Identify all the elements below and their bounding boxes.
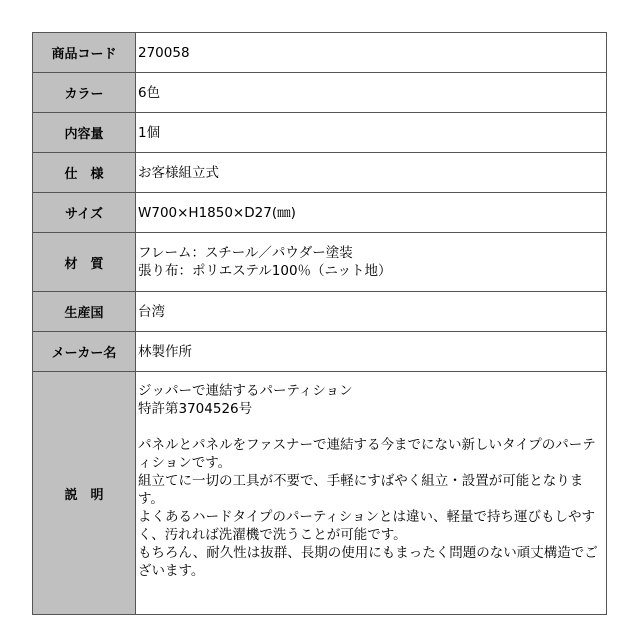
spec-value: お客様組立式: [136, 153, 607, 193]
spec-label: メーカー名: [33, 332, 136, 372]
spec-value: W700×H1850×D27(㎜): [136, 193, 607, 233]
spec-row-size: [33, 193, 607, 233]
spec-row-product-code: [33, 33, 607, 73]
spec-label: 材 質: [33, 233, 136, 292]
spec-value: フレーム：スチール／パウダー塗装 張り布：ポリエステル100％（ニット地）: [136, 233, 607, 292]
spec-label: 生産国: [33, 292, 136, 332]
spec-label: 仕 様: [33, 153, 136, 193]
spec-label: 内容量: [33, 113, 136, 153]
spec-value: 270058: [136, 33, 607, 73]
spec-row-material: [33, 233, 607, 292]
product-spec-table: [32, 32, 607, 615]
spec-value: 林製作所: [136, 332, 607, 372]
spec-row-country: [33, 292, 607, 332]
spec-row-quantity: [33, 113, 607, 153]
spec-value: 1個: [136, 113, 607, 153]
spec-row-description: [33, 372, 607, 615]
spec-value: ジッパーで連結するパーティション 特許第3704526号 パネルとパネルをファスナーで連結する今までにない新しいタイプのパーティションです。 組立てに一切の工具が不要で、手軽にすばやく組立・設置が可能となります。 よくあるハードタイプのパーティションとは違い、軽量で持ち運びもしやすく、汚れれば洗濯機で洗うことが可能です。 もちろん、耐久性は抜群、長期の使用にもまったく問題のない頑丈構造でございます。: [136, 372, 607, 615]
spec-label: カラー: [33, 73, 136, 113]
spec-row-color: [33, 73, 607, 113]
spec-value: 台湾: [136, 292, 607, 332]
spec-row-specification: [33, 153, 607, 193]
spec-value: 6色: [136, 73, 607, 113]
spec-label: 説 明: [33, 372, 136, 615]
spec-row-maker: [33, 332, 607, 372]
spec-label: サイズ: [33, 193, 136, 233]
spec-label: 商品コード: [33, 33, 136, 73]
